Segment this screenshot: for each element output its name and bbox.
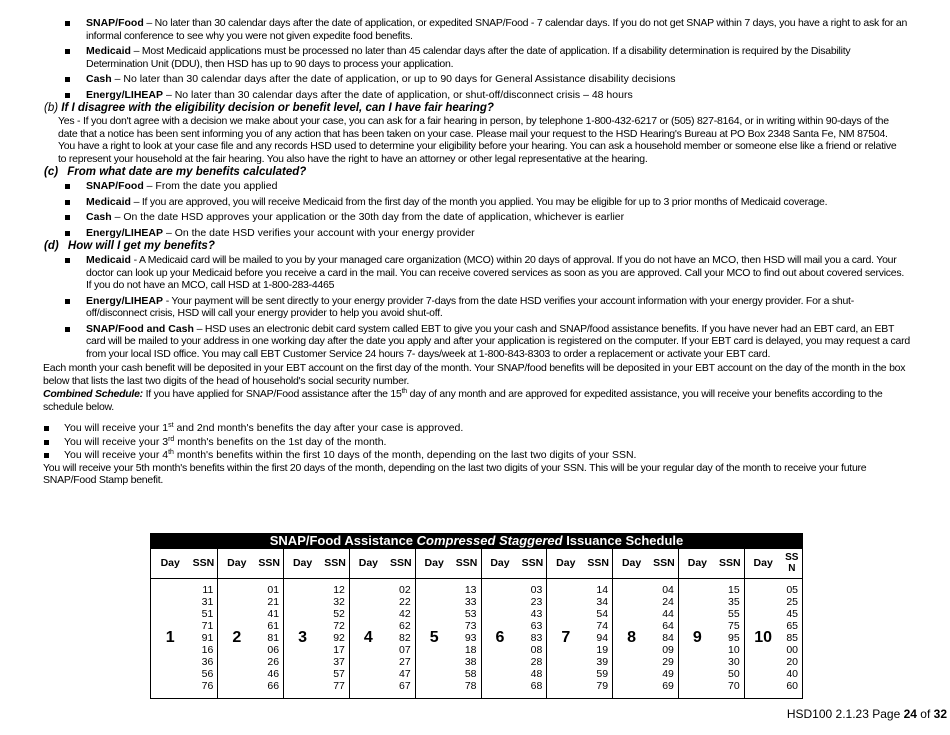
ssn-cell: 05 25 45 65 85 00 20 40 60 [786, 584, 798, 693]
ssn-header: SSN [650, 549, 678, 578]
bullet-text-a: You will receive your 1 [64, 422, 169, 434]
item-label: SNAP/Food and Cash [86, 322, 194, 335]
list-item [0, 422, 950, 435]
day-cell: 3 [284, 578, 321, 698]
bullet-text-b: month's benefits on the 1st day of the month. [174, 435, 387, 448]
item-text: – On the date HSD verifies your account with your energy provider [163, 226, 475, 239]
title-part-c: Issuance Schedule [562, 533, 684, 548]
footer-form: HSD100 2.1.23 Page [786, 707, 904, 721]
item-text: – No later than 30 calendar days after the date of application, or expedited SNAP/Food - 7 calendar days. If you do not get SNAP within 7 days, you have a right to ask for an informal conference to see why you were not given expedite food benefits. [86, 17, 908, 42]
section-letter: (c) [44, 166, 59, 178]
item-label: SNAP/Food [86, 17, 144, 29]
ssn-cell: 15 35 55 75 95 10 30 50 70 [728, 584, 740, 693]
item-label: Energy/LIHEAP [86, 88, 164, 101]
issuance-schedule-table [150, 533, 803, 699]
section-d-heading [0, 240, 950, 253]
text-body [0, 17, 950, 487]
table-row [151, 578, 802, 698]
day-cell: 9 [678, 578, 715, 698]
list-item [0, 436, 950, 449]
day-header: Day [415, 549, 452, 578]
item-text: – No later than 30 calendar days after the date of application, or up to 90 days for General Assistance disability decisions [111, 73, 676, 85]
day-header: Day [481, 549, 518, 578]
bullet-text-b: month's benefits within the first 10 days of the month, depending on the last two digits of your SSN. [173, 449, 637, 461]
ssn-cell: 12 32 52 72 92 17 37 57 77 [333, 584, 345, 693]
item-label: Medicaid [86, 45, 131, 57]
combined-label: Combined Schedule: [43, 388, 143, 400]
schedule-title [151, 534, 802, 549]
list-item [0, 17, 950, 42]
section-b-heading [0, 102, 950, 115]
item-label: Medicaid [86, 254, 131, 266]
ssn-header: SSN [387, 549, 415, 578]
item-text: – From the date you applied [143, 180, 278, 192]
ssn-header: SSN [189, 549, 217, 578]
item-text: – Most Medicaid applications must be processed no later than 45 calendar days after the date of application. If a disability determination is required by the Disability Determination Unit (DDU), then HSD has up to 90 days to process your application. [86, 45, 851, 70]
fifth-month-text: You will receive your 5th month's benefits within the first 20 days of the month, depending on the last two digits of your SSN. This will be your regular day of the month to receive your future SNAP/Food Stamp benefit. [43, 461, 867, 486]
section-c-heading [0, 166, 950, 179]
section-letter: (d) [44, 240, 59, 252]
bullet-sup: rd [168, 435, 175, 443]
day-cell: 1 [165, 629, 175, 646]
item-label: SNAP/Food [86, 180, 144, 192]
bullet-sup: st [168, 422, 174, 429]
day-header: Day [284, 549, 321, 578]
ssn-cell: 01 21 41 61 81 06 26 46 66 [267, 584, 280, 693]
day-cell: 6 [481, 578, 518, 698]
combined-text-a: If you have applied for SNAP/Food assistance after the 15 [142, 388, 402, 400]
bullet-sup: th [168, 449, 174, 456]
ssn-header: SSN [321, 549, 349, 578]
ssn-cell: 14 34 54 74 94 19 39 59 79 [596, 584, 609, 693]
list-item [0, 45, 950, 70]
day-cell: 8 [613, 578, 650, 698]
item-label: Medicaid [86, 195, 131, 208]
day-header: Day [678, 549, 715, 578]
bullet-text-a: You will receive your 3 [64, 435, 169, 448]
ssn-cell: 13 33 53 73 93 18 38 58 78 [464, 584, 477, 693]
item-text: - Your payment will be sent directly to your energy provider 7-days from the date HSD verifies your account information with your energy provider. For a shut-off/disconnect crisis, HSD will call your energy provider to help you avoid shut-off. [86, 294, 854, 319]
combined-schedule-text [0, 388, 950, 413]
fair-hearing-text: Yes - If you don't agree with a decision we make about your case, you can ask for a fair hearing in person, by telephone 1-800-432-6217 or (505) 827-8164, or in writing within 90-days of the date that a notice has been sent informing you of any action that has been taken on your case. Please mail your request to the HSD Hearing's Bureau at PO Box 2348 Santa Fe, NM 87504. You have a right to look at your case file and any records HSD used to determine your eligibility before your hearing. You can ask a household member or someone else like a friend or relative to represent your household at the fair hearing. You also have the right to have an attorney or other legal representative at the hearing. [58, 115, 897, 165]
ssn-header: SSN [584, 549, 612, 578]
item-text: – On the date HSD approves your application or the 30th day from the date of application, whichever is earlier [111, 211, 625, 223]
item-text: - A Medicaid card will be mailed to you by your managed care organization (MCO) within 20 days of approval. If you do not have an MCO, then HSD will mail you a card. Your doctor can look up your Medicaid before you receive a card in the mail. You can receive covered services as soon as you are approved. Call your MCO to find out about covered services. If you do not have an MCO, call HSD at 1-800-283-4465 [86, 254, 905, 291]
ssn-cell: 04 24 44 64 84 09 29 49 69 [662, 584, 674, 693]
schedule-grid [151, 549, 802, 698]
item-label: Cash [86, 73, 112, 85]
ssn-cell: 11 31 51 71 91 16 36 56 76 [201, 584, 214, 693]
footer-of: of [916, 707, 934, 721]
title-part-a: SNAP/Food Assistance [269, 533, 417, 548]
item-label: Cash [86, 211, 112, 223]
day-header: Day [218, 549, 255, 578]
each-month-text: Each month your cash benefit will be deposited in your EBT account on the first day of the month. Your SNAP/food benefits will be deposited in your EBT account on the day of the month in the box below that lists the last two digits of the head of household's social security number. [43, 362, 906, 387]
ssn-header: SSN [518, 549, 546, 578]
day-header: Day [349, 549, 386, 578]
footer-page: 24 [903, 707, 917, 721]
section-letter: (b) [44, 102, 59, 114]
item-text: – No later than 30 calendar days after the date of application, or shut-off/disconnect crisis – 48 hours [163, 88, 633, 101]
footer-total: 32 [933, 707, 947, 721]
day-cell: 7 [547, 578, 584, 698]
list-item [0, 323, 950, 361]
item-label: Energy/LIHEAP [86, 226, 164, 239]
list-item [0, 196, 950, 209]
section-question: How will I get my benefits? [67, 240, 215, 252]
month-bullet-list [0, 422, 950, 462]
bullet-text-b: and 2nd month's benefits the day after your case is approved. [173, 422, 464, 434]
list-item [0, 449, 950, 462]
list-item [0, 295, 950, 320]
day-cell: 4 [349, 578, 386, 698]
day-header: Day [744, 549, 781, 578]
day-header: Day [547, 549, 584, 578]
list-item [0, 89, 950, 102]
list-item [0, 227, 950, 240]
ssn-cell: 02 22 42 62 82 07 27 47 67 [399, 584, 411, 693]
section-question: From what date are my benefits calculated? [67, 166, 307, 178]
combined-text-b: day of any month and are approved for expedited assistance, you will receive your benefits according to the schedule below. [43, 388, 883, 413]
item-text: – If you are approved, you will receive Medicaid from the first day of the month you applied. You may be eligible for up to 3 prior months of Medicaid coverage. [130, 195, 828, 208]
day-cell: 5 [415, 578, 452, 698]
item-label: Energy/LIHEAP [86, 294, 164, 307]
list-item [0, 211, 950, 224]
ssn-header: SS N [782, 549, 802, 578]
combined-sup: th [401, 388, 407, 395]
ssn-header: SSN [453, 549, 481, 578]
day-header: Day [613, 549, 650, 578]
ssn-header: SSN [716, 549, 744, 578]
day-header: Day [151, 549, 189, 578]
ssn-cell: 03 23 43 63 83 08 28 48 68 [530, 584, 543, 693]
list-item [0, 254, 950, 292]
page-footer [787, 708, 947, 721]
item-text: – HSD uses an electronic debit card system called EBT to give you your cash and SNAP/food assistance benefits. If you have never had an EBT card, an EBT card will be mailed to your address in one working day after the date you apply and after your application is registered on the computer. If your EBT card is delayed, you may request a card from your local ISD office. You may call EBT Customer Service 24 hours 7- days/week at 1-800-843-8303 to order a replacement or activate your EBT card. [86, 322, 910, 360]
day-cell: 10 [744, 578, 781, 698]
bullet-text-a: You will receive your 4 [64, 449, 169, 461]
day-cell: 2 [218, 578, 255, 698]
list-item [0, 180, 950, 193]
ssn-header: SSN [255, 549, 283, 578]
header-row [151, 549, 802, 578]
section-question: If I disagree with the eligibility decision or benefit level, can I have fair hearing? [61, 102, 494, 114]
list-item [0, 73, 950, 86]
title-part-b: Compressed Staggered [416, 533, 563, 548]
